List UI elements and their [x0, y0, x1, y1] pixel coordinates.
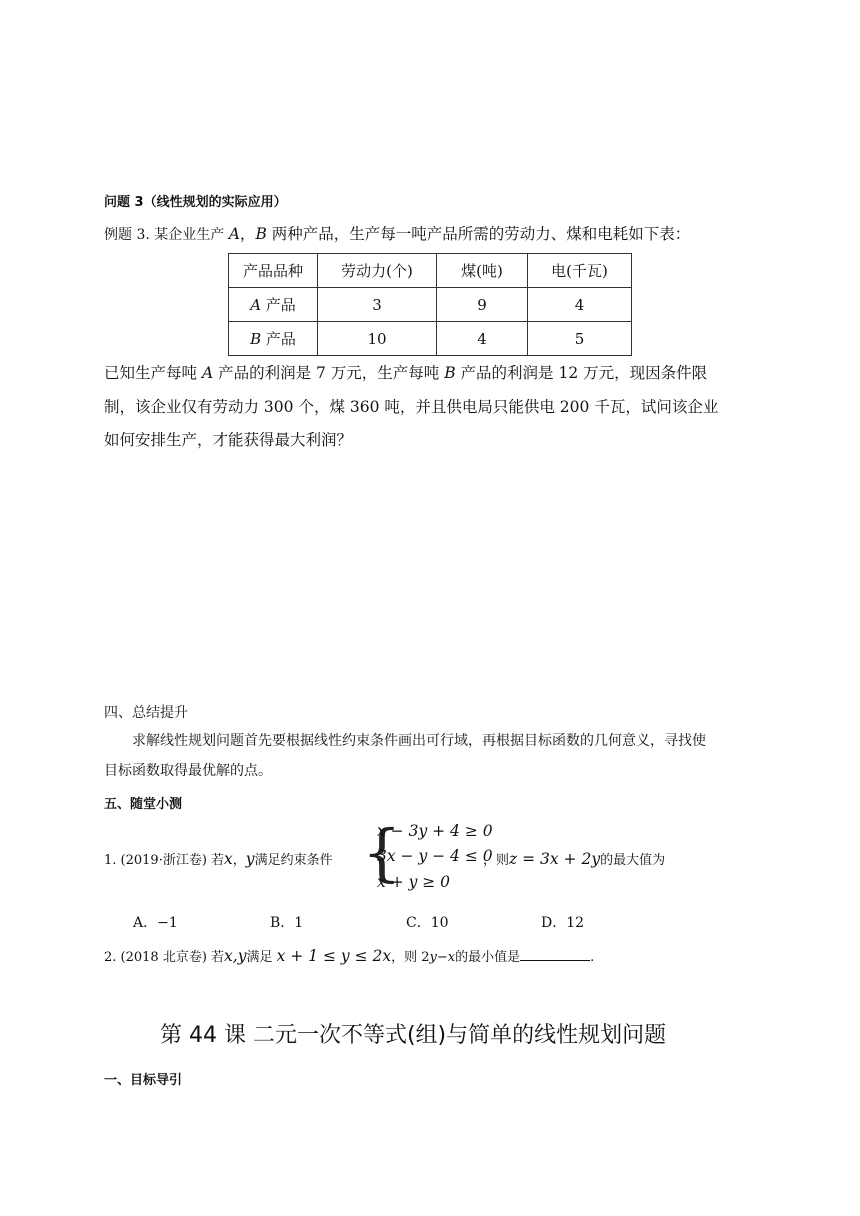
- option-a: A．−1: [133, 915, 178, 931]
- table-cell-product: [229, 288, 318, 322]
- option-b: B．1: [270, 915, 304, 931]
- q1-tail-text: 的最大值为: [600, 853, 666, 868]
- answer-blank: [520, 948, 590, 961]
- table-header-cell: 产品品种: [229, 254, 318, 288]
- consumption-table: [228, 253, 632, 356]
- option-c: C．10: [406, 915, 449, 931]
- summary-line: 目标函数取得最优解的点。: [104, 763, 272, 779]
- left-brace-icon: {: [362, 816, 402, 889]
- q1-after: ，则: [483, 853, 510, 868]
- product-letter: B: [250, 330, 262, 348]
- table-cell: 9: [437, 288, 528, 322]
- q2-tail: 的最小值是: [455, 950, 521, 965]
- q1-prefix: 1. (2019·浙江卷) 若: [104, 853, 225, 868]
- section-heading: 四、总结提升: [104, 705, 188, 721]
- table-header-cell: 劳动力(个): [318, 254, 437, 288]
- q2-after: ，则 2: [391, 950, 430, 965]
- comma: ，: [232, 853, 246, 868]
- product-suffix: 产品: [261, 330, 296, 348]
- q2-end: .: [590, 950, 595, 965]
- table-cell: 4: [437, 322, 528, 356]
- q1-mid: 满足约束条件: [254, 853, 333, 868]
- question-1: [104, 849, 333, 868]
- example-statement: [104, 222, 690, 244]
- section-heading: 问题 3（线性规划的实际应用）: [104, 195, 287, 210]
- product-a-letter: A: [228, 225, 240, 243]
- table-row: [229, 322, 632, 356]
- table-header-cell: 煤(吨): [437, 254, 528, 288]
- product-a-letter: A: [201, 364, 214, 382]
- q1-tail: [483, 849, 665, 868]
- comma: ，: [239, 225, 256, 243]
- table-cell: 3: [318, 288, 437, 322]
- var-xy: x,y: [224, 947, 247, 965]
- table-cell-product: [229, 322, 318, 356]
- example-rest: 两种产品，生产每一吨产品所需的劳动力、煤和电耗如下表：: [266, 225, 691, 243]
- table-header-row: [229, 254, 632, 288]
- example-lead: 例题 3. 某企业生产: [104, 227, 229, 243]
- product-letter: A: [250, 296, 262, 314]
- text-span: 产品的利润是 7 万元，生产每吨: [213, 364, 445, 382]
- text-span: 产品的利润是 12 万元，现因条件限: [455, 364, 708, 382]
- product-suffix: 产品: [261, 296, 296, 314]
- q2-mid: 满足: [246, 950, 273, 965]
- lesson-title: 第 44 课 二元一次不等式(组)与简单的线性规划问题: [160, 1023, 667, 1048]
- q2-prefix: 2. (2018 北京卷) 若: [104, 950, 225, 965]
- table-cell: 10: [318, 322, 437, 356]
- constraint-3: x + y ≥ 0: [377, 873, 451, 891]
- section-heading: 一、目标导引: [104, 1073, 183, 1088]
- paragraph-line: 制，该企业仅有劳动力 300 个，煤 360 吨，并且供电局只能供电 200 千瓦，试问该企业: [104, 398, 719, 416]
- product-b-letter: B: [444, 364, 456, 382]
- constraint-2: 3x − y − 4 ≤ 0: [377, 847, 493, 865]
- table-cell: 5: [528, 322, 632, 356]
- paragraph-line: [104, 361, 707, 383]
- constraint-1: x − 3y + 4 ≥ 0: [377, 822, 493, 840]
- table-cell: 4: [528, 288, 632, 322]
- product-b-letter: B: [255, 225, 267, 243]
- objective-function: z = 3x + 2y: [509, 850, 601, 868]
- text-span: 已知生产每吨: [104, 364, 202, 382]
- table-header-cell: 电(千瓦): [528, 254, 632, 288]
- question-2: [104, 946, 594, 965]
- summary-line: 求解线性规划问题首先要根据线性约束条件画出可行域，再根据目标函数的几何意义，寻找使: [132, 733, 706, 749]
- table-row: [229, 288, 632, 322]
- inequality: x + 1 ≤ y ≤ 2x: [276, 947, 392, 965]
- paragraph-line: 如何安排生产，才能获得最大利润？: [104, 431, 353, 449]
- var-y: y: [245, 850, 255, 868]
- option-d: D．12: [541, 915, 585, 931]
- section-heading: 五、随堂小测: [104, 797, 183, 812]
- var-x: x: [224, 850, 233, 868]
- expression: y−x: [429, 950, 456, 965]
